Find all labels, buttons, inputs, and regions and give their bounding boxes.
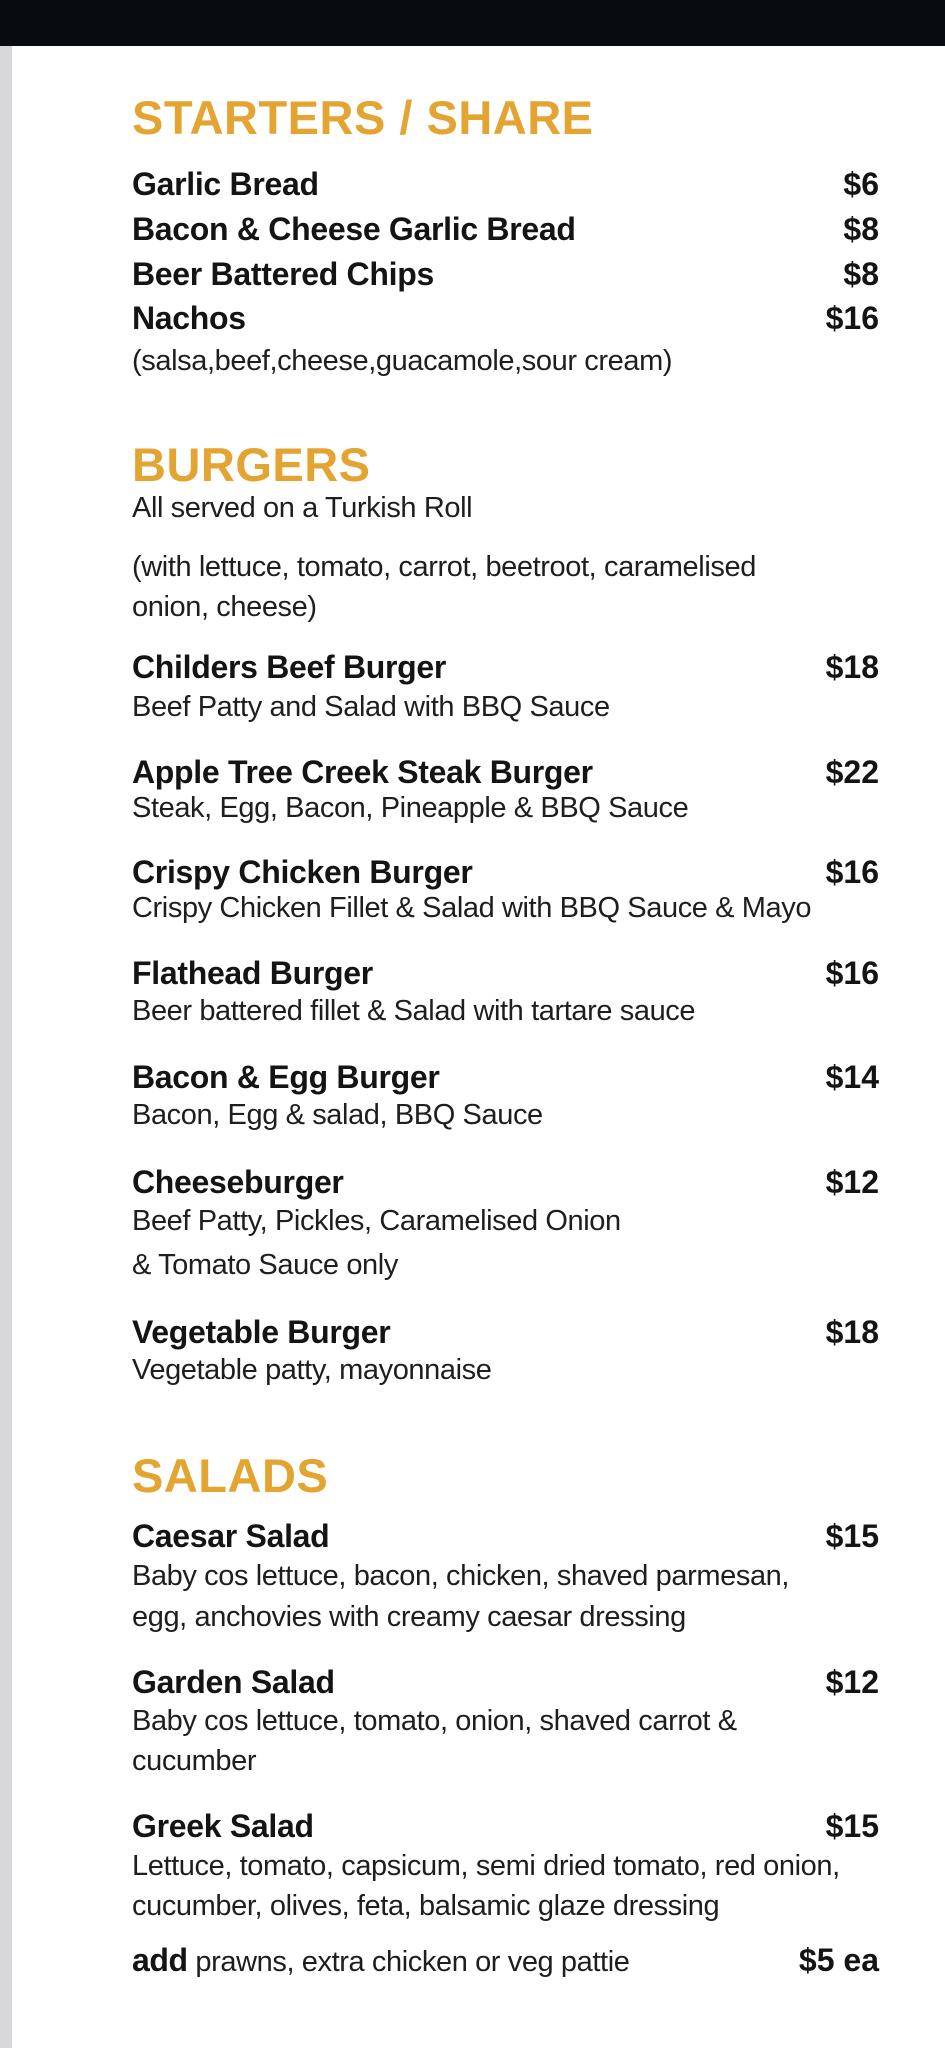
section-intro: onion, cheese) xyxy=(132,591,317,623)
item-price: $15 xyxy=(825,1808,879,1844)
item-price: $18 xyxy=(825,649,879,685)
item-description: Baby cos lettuce, bacon, chicken, shaved parmesan, xyxy=(132,1560,790,1592)
item-name: Crispy Chicken Burger xyxy=(132,854,473,890)
item-price: $12 xyxy=(825,1164,879,1200)
item-price: $6 xyxy=(843,166,879,202)
addon-text: prawns, extra chicken or veg pattie xyxy=(187,1946,630,1978)
addon-price: $5 ea xyxy=(798,1942,879,1978)
item-name: Bacon & Cheese Garlic Bread xyxy=(132,211,576,247)
item-description: Beef Patty and Salad with BBQ Sauce xyxy=(132,691,610,723)
item-price: $16 xyxy=(825,854,879,890)
top-bar xyxy=(0,0,945,46)
section-title-burgers: BURGERS xyxy=(132,438,371,491)
item-name: Cheeseburger xyxy=(132,1164,344,1200)
section-intro: All served on a Turkish Roll xyxy=(132,492,473,524)
item-description: (salsa,beef,cheese,guacamole,sour cream) xyxy=(132,345,673,377)
item-price: $15 xyxy=(825,1518,879,1554)
item-name: Nachos xyxy=(132,300,246,336)
addon-line xyxy=(132,1944,629,1977)
addon-label: add xyxy=(132,1942,188,1978)
item-price: $8 xyxy=(843,211,879,247)
item-description: Beer battered fillet & Salad with tartare sauce xyxy=(132,995,696,1027)
item-price: $16 xyxy=(825,955,879,991)
section-title-salads: SALADS xyxy=(132,1449,329,1502)
item-name: Caesar Salad xyxy=(132,1518,330,1554)
menu-page xyxy=(12,46,945,2048)
item-description: egg, anchovies with creamy caesar dressing xyxy=(132,1601,686,1633)
item-description: cucumber, olives, feta, balsamic glaze dressing xyxy=(132,1890,720,1922)
item-description: cucumber xyxy=(132,1745,257,1777)
item-name: Beer Battered Chips xyxy=(132,256,434,292)
item-price: $22 xyxy=(825,754,879,790)
item-name: Vegetable Burger xyxy=(132,1314,391,1350)
item-description: Steak, Egg, Bacon, Pineapple & BBQ Sauce xyxy=(132,792,689,824)
item-name: Greek Salad xyxy=(132,1808,314,1844)
item-price: $16 xyxy=(825,300,879,336)
item-name: Flathead Burger xyxy=(132,955,373,991)
item-price: $18 xyxy=(825,1314,879,1350)
item-description: Beef Patty, Pickles, Caramelised Onion xyxy=(132,1205,621,1237)
item-description: & Tomato Sauce only xyxy=(132,1249,398,1281)
item-description: Bacon, Egg & salad, BBQ Sauce xyxy=(132,1099,543,1131)
item-name: Garden Salad xyxy=(132,1664,335,1700)
item-description: Lettuce, tomato, capsicum, semi dried tomato, red onion, xyxy=(132,1850,840,1882)
item-description: Crispy Chicken Fillet & Salad with BBQ Sauce & Mayo xyxy=(132,892,812,924)
item-description: Vegetable patty, mayonnaise xyxy=(132,1354,492,1386)
item-description: Baby cos lettuce, tomato, onion, shaved carrot & xyxy=(132,1705,737,1737)
section-intro: (with lettuce, tomato, carrot, beetroot, caramelised xyxy=(132,551,756,583)
item-price: $14 xyxy=(825,1059,879,1095)
item-name: Bacon & Egg Burger xyxy=(132,1059,440,1095)
item-name: Apple Tree Creek Steak Burger xyxy=(132,754,593,790)
item-price: $8 xyxy=(843,256,879,292)
item-price: $12 xyxy=(825,1664,879,1700)
item-name: Childers Beef Burger xyxy=(132,649,447,685)
section-title-starters: STARTERS / SHARE xyxy=(132,91,594,144)
item-name: Garlic Bread xyxy=(132,166,319,202)
